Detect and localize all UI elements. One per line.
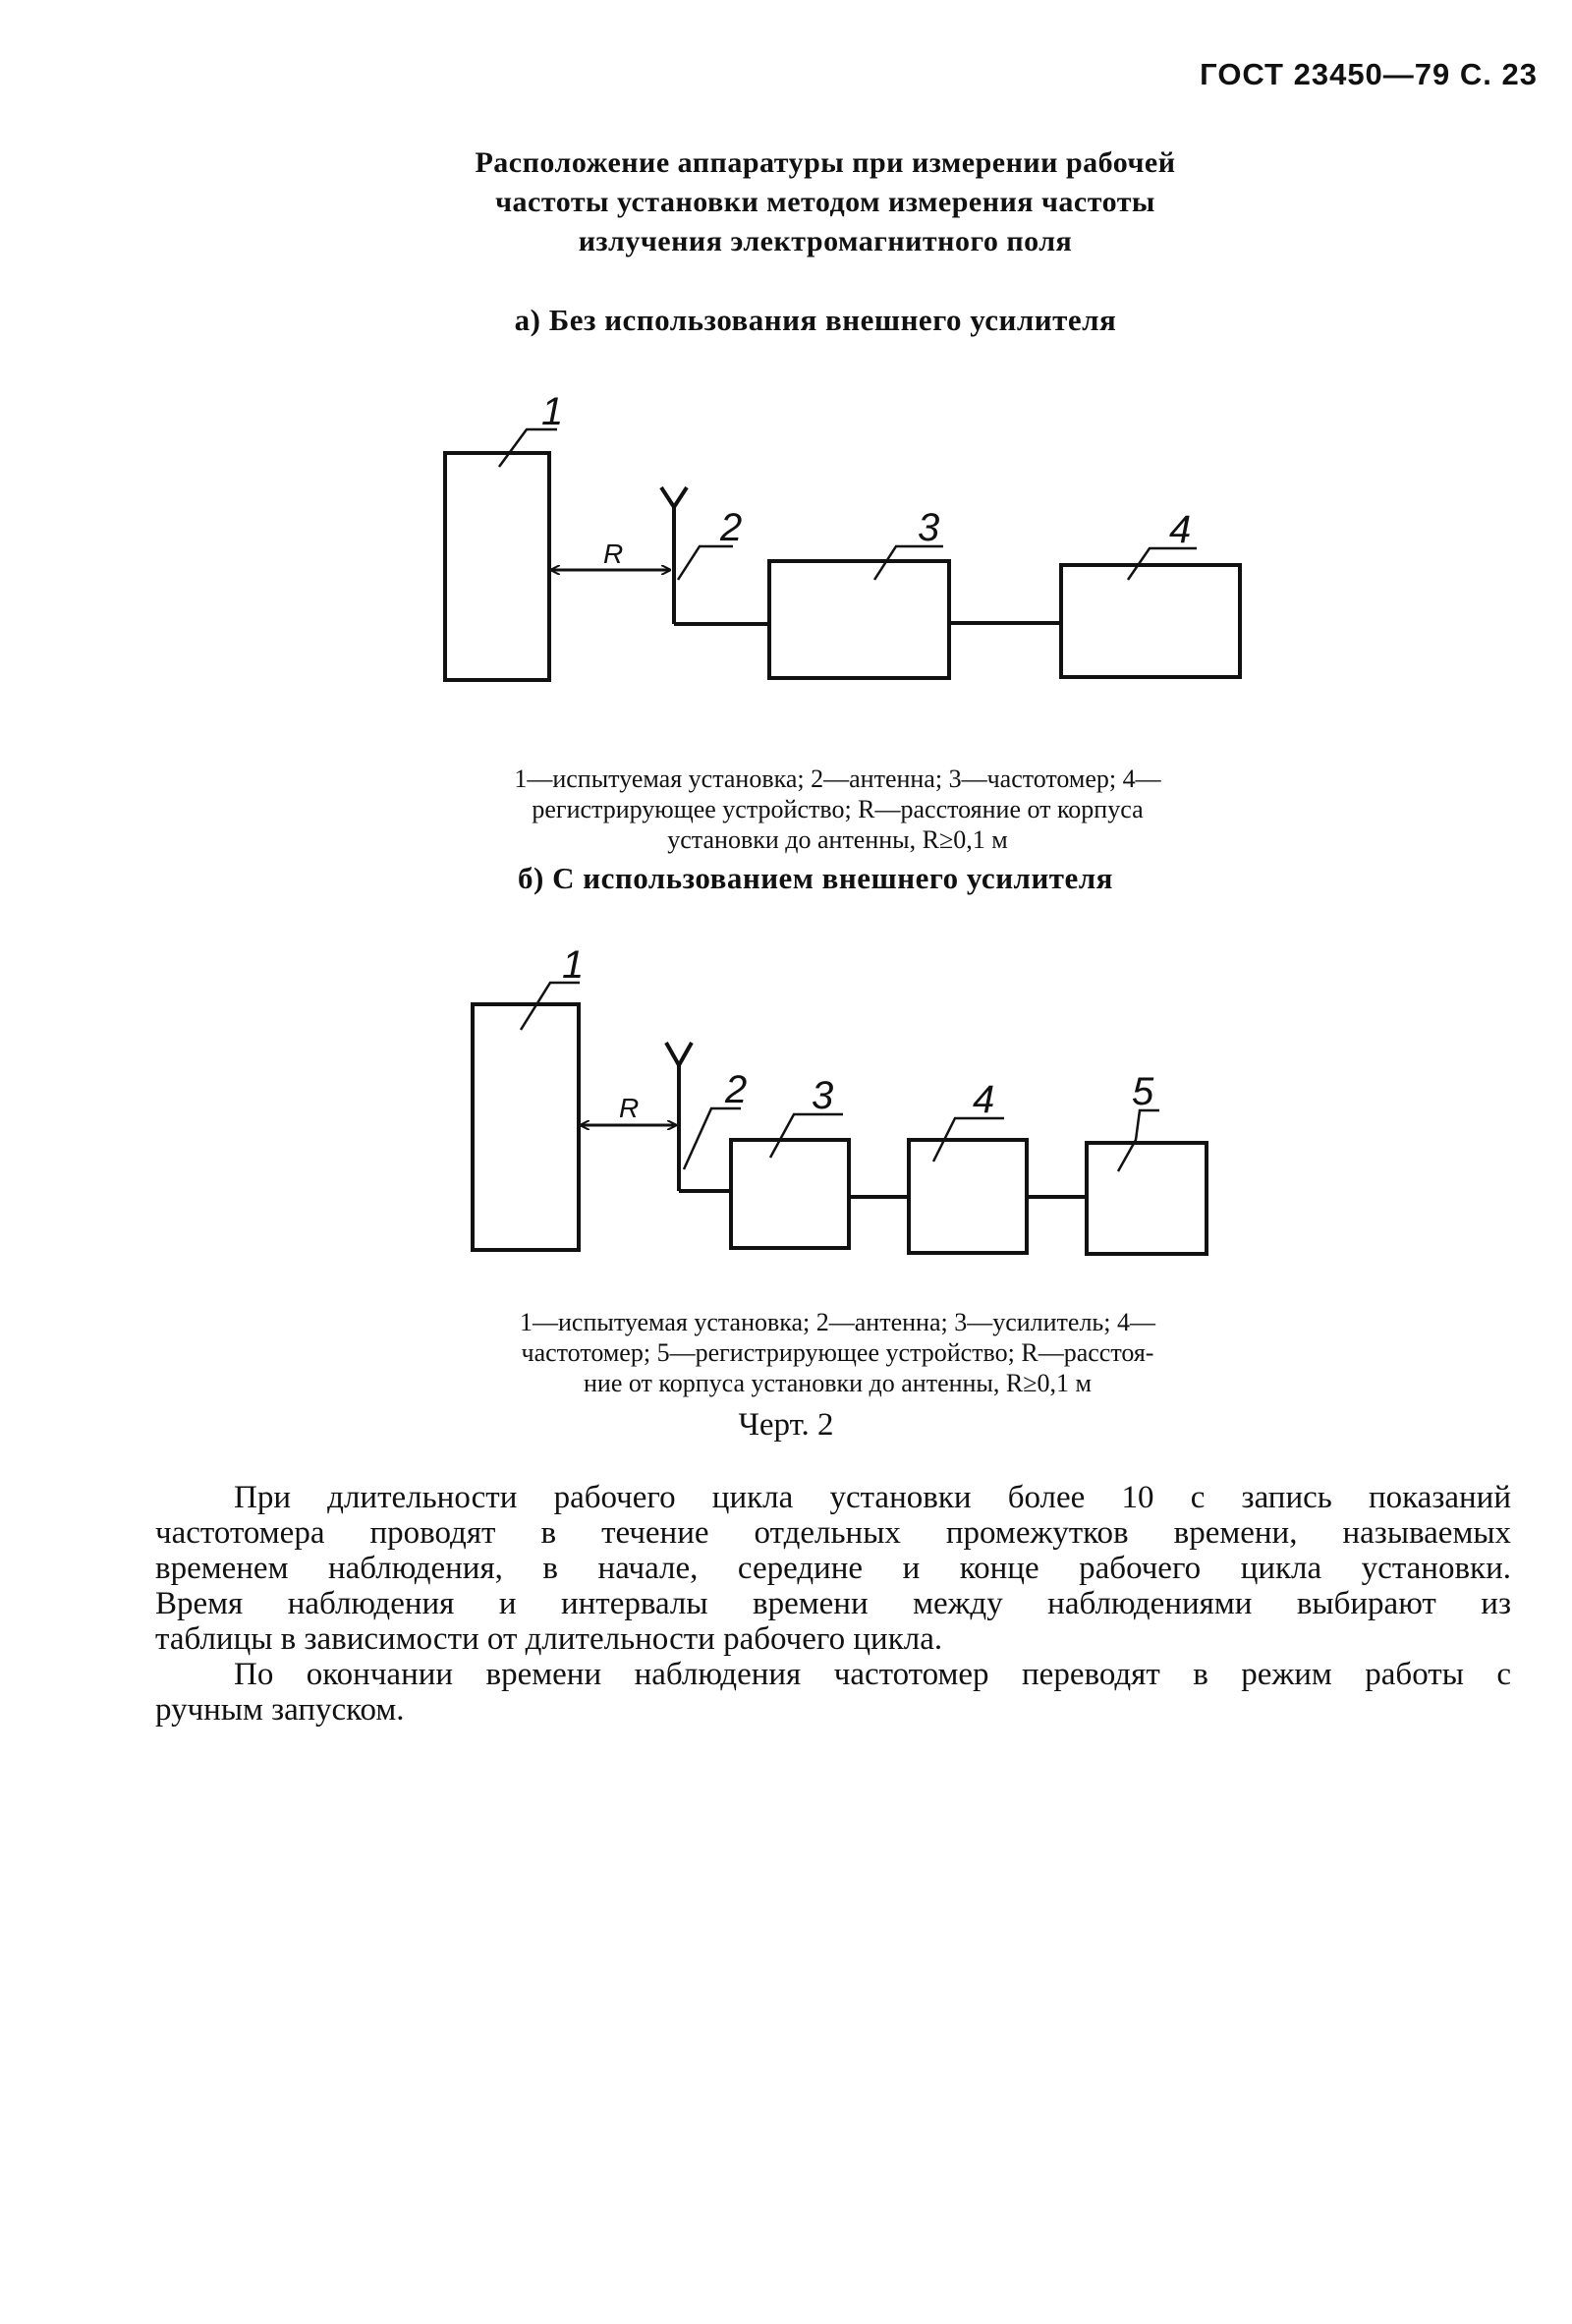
caption-line: частотомер; 5—регистрирующее устройство; R—расстоя-: [521, 1338, 1154, 1367]
caption-line: установки до антенны, R≥0,1 м: [667, 825, 1008, 854]
a-label-2: 2: [720, 506, 743, 549]
a-label-3: 3: [918, 506, 940, 549]
b-recording-device-block: [1087, 1143, 1207, 1254]
caption-line: 1—испытуемая установка; 2—антенна; 3—усилитель; 4—: [519, 1308, 1156, 1336]
paragraph-line: ручным запуском.: [155, 1692, 405, 1728]
b-label-4: 4: [973, 1078, 995, 1121]
b-antenna-icon: [666, 1043, 731, 1191]
paragraph-line: Время наблюдения и интервалы времени между наблюдениями выбирают из: [155, 1586, 1511, 1621]
b-label-r: R: [619, 1093, 640, 1123]
b-label-5: 5: [1132, 1070, 1154, 1113]
b-frequency-meter-block: [909, 1140, 1027, 1253]
a-unit-under-test-block: [445, 453, 549, 680]
title-line: излучения электромагнитного поля: [578, 225, 1073, 257]
a-recording-device-block: [1061, 565, 1240, 677]
a-frequency-meter-block: [769, 561, 949, 678]
b-label-2: 2: [725, 1068, 748, 1111]
paragraph-line: По окончании времени наблюдения частотомер переводят в режим работы с: [234, 1657, 1511, 1692]
paragraph-1: [155, 1480, 1511, 1657]
caption-line: ние от корпуса установки до антенны, R≥0,1 м: [584, 1369, 1092, 1397]
b-label-1: 1: [562, 943, 585, 987]
b-label-3: 3: [812, 1074, 834, 1117]
a-label-r: R: [603, 538, 624, 569]
paragraph-line: таблицы в зависимости от длительности рабочего цикла.: [155, 1621, 943, 1657]
page-header: ГОСТ 23450—79 С. 23: [1200, 57, 1538, 91]
a-label-1: 1: [541, 390, 564, 433]
a-antenna-icon: [661, 487, 769, 624]
paragraph-line: При длительности рабочего цикла установки более 10 с запись показаний: [234, 1480, 1511, 1515]
b-amplifier-block: [731, 1140, 849, 1248]
diagram-a-heading: а) Без использования внешнего усилителя: [514, 303, 1117, 337]
diagram-b-caption: [413, 1307, 1263, 1398]
paragraph-line: частотомера проводят в течение отдельных промежутков времени, называемых: [155, 1515, 1511, 1551]
figure-label: Черт. 2: [738, 1407, 834, 1443]
paragraph-2: [155, 1657, 1511, 1728]
caption-line: 1—испытуемая установка; 2—антенна; 3—частотомер; 4—: [514, 765, 1161, 793]
diagram-b-heading: б) С использованием внешнего усилителя: [518, 861, 1113, 895]
title-line: Расположение аппаратуры при измерении рабочей: [475, 146, 1176, 179]
a-label-4: 4: [1169, 508, 1192, 551]
b-leader-lines: [521, 983, 1159, 1171]
diagram-a-caption: [413, 764, 1263, 855]
title-line: частоты установки методом измерения частоты: [495, 186, 1155, 218]
caption-line: регистрирующее устройство; R—расстояние от корпуса: [532, 795, 1144, 823]
b-unit-under-test-block: [473, 1004, 579, 1250]
paragraph-line: временем наблюдения, в начале, середине и конце рабочего цикла установки.: [155, 1551, 1511, 1586]
